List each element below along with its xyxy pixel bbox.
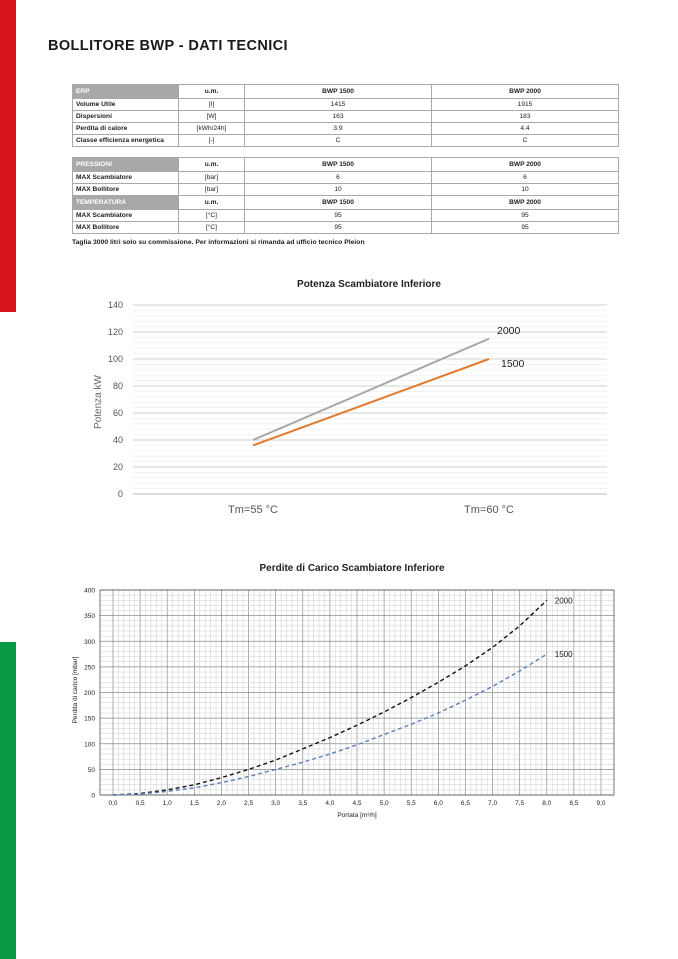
loss-series-label-2000: 2000 [554,596,573,606]
power-x-tick-label: Tm=55 °C [228,504,278,516]
temperature-header-bwp1500: BWP 1500 [245,196,432,210]
row-unit: [kWh/24h] [179,123,245,135]
power-chart-ylabel: Potenza kW [93,375,104,429]
row-bwp2000: 6 [432,172,619,184]
page-title: BOLLITORE BWP - DATI TECNICI [48,38,288,54]
row-bwp2000: 183 [432,111,619,123]
power-x-tick-label: Tm=60 °C [464,504,514,516]
power-y-tick-label: 100 [107,354,123,364]
power-chart-grid [133,305,607,494]
row-label: Volume Utile [73,99,179,111]
erp-header-label: ERP [73,85,179,99]
row-bwp1500: 10 [245,184,432,196]
row-unit: [°C] [179,222,245,234]
loss-y-tick-label: 100 [84,741,95,749]
loss-x-tick-label: 3,5 [298,800,308,807]
power-y-tick-label: 0 [117,489,123,499]
row-bwp1500: 95 [245,210,432,222]
loss-y-tick-label: 400 [84,587,95,595]
commission-note: Taglia 3000 litri solo su commissione. Per informazioni si rimanda ad ufficio tecnico Pleion [72,239,365,246]
loss-x-tick-label: 3,0 [271,800,281,807]
row-unit: [bar] [179,172,245,184]
row-unit: [bar] [179,184,245,196]
row-bwp2000: C [432,135,619,147]
loss-x-tick-label: 4,0 [325,800,335,807]
pressure-loss-chart [72,563,614,819]
loss-x-tick-label: 6,5 [460,800,470,807]
power-series-line-2000 [253,339,489,440]
loss-series-label-1500: 1500 [554,650,573,660]
power-chart-x-ticks [228,504,514,516]
loss-x-tick-label: 7,0 [488,800,498,807]
power-y-tick-label: 120 [107,327,123,337]
pressure-loss-chart-grid [100,590,614,795]
row-bwp2000: 1915 [432,99,619,111]
temperature-header-bwp2000: BWP 2000 [432,196,619,210]
loss-x-tick-label: 2,0 [216,800,226,807]
power-y-tick-label: 20 [112,462,123,472]
power-y-tick-label: 140 [107,300,123,310]
loss-x-tick-label: 7,5 [515,800,525,807]
pressure-header-bwp2000: BWP 2000 [432,158,619,172]
power-y-tick-label: 40 [112,435,123,445]
row-unit: [W] [179,111,245,123]
power-chart-y-ticks [108,300,123,499]
row-unit: [l] [179,99,245,111]
row-bwp1500: 163 [245,111,432,123]
loss-y-tick-label: 200 [84,690,95,697]
erp-header-unit: u.m. [179,85,245,99]
power-chart-title: Potenza Scambiatore Inferiore [297,279,441,290]
row-bwp2000: 95 [432,210,619,222]
loss-x-tick-label: 6,0 [433,800,443,807]
power-y-tick-label: 80 [112,381,123,391]
loss-x-tick-label: 2,5 [244,800,254,807]
loss-x-tick-label: 4,5 [352,800,362,807]
row-bwp2000: 95 [432,222,619,234]
loss-x-tick-label: 0,5 [135,800,145,807]
pressure-header-bwp1500: BWP 1500 [245,158,432,172]
loss-x-tick-label: 8,5 [569,800,579,807]
loss-x-tick-label: 1,0 [162,800,172,807]
loss-y-tick-label: 50 [87,766,95,774]
pressure-header-unit: u.m. [179,158,245,172]
row-label: MAX Scambiatore [73,172,179,184]
loss-y-tick-label: 350 [84,613,95,621]
row-bwp2000: 10 [432,184,619,196]
row-bwp1500: 1415 [245,99,432,111]
row-label: Perdita di calore [73,123,179,135]
temperature-header-unit: u.m. [179,196,245,210]
temperature-header-label: TEMPERATURA [73,196,179,210]
row-bwp2000: 4.4 [432,123,619,135]
row-label: MAX Bollitore [73,184,179,196]
loss-x-tick-label: 0,0 [108,800,118,807]
row-unit: [°C] [179,210,245,222]
loss-y-tick-label: 300 [84,638,95,646]
pressure-loss-chart-xlabel: Portata [m³/h] [337,812,377,819]
loss-y-tick-label: 150 [84,715,95,723]
pressure-header-label: PRESSIONI [73,158,179,172]
power-series-label-1500: 1500 [501,358,525,370]
pressure-loss-chart-x-ticks [108,800,605,807]
loss-y-tick-label: 0 [91,792,95,800]
row-unit: [-] [179,135,245,147]
row-bwp1500: C [245,135,432,147]
loss-x-tick-label: 5,0 [379,800,389,807]
erp-header-bwp2000: BWP 2000 [432,85,619,99]
row-bwp1500: 95 [245,222,432,234]
power-series-label-2000: 2000 [497,324,521,337]
loss-y-tick-label: 250 [84,664,95,672]
loss-x-tick-label: 5,5 [406,800,416,807]
row-bwp1500: 6 [245,172,432,184]
loss-x-tick-label: 8,0 [542,800,552,807]
pressure-loss-chart-ylabel: Perdita di carico [mbar] [72,656,79,724]
row-label: MAX Scambiatore [73,210,179,222]
loss-x-tick-label: 1,5 [189,800,199,807]
pressure-loss-chart-title: Perdite di Carico Scambiatore Inferiore [259,563,445,574]
row-label: Classe efficienza energetica [73,135,179,147]
row-bwp1500: 3.9 [245,123,432,135]
erp-header-bwp1500: BWP 1500 [245,85,432,99]
row-label: Dispersioni [73,111,179,123]
power-y-tick-label: 60 [112,408,123,418]
power-chart [93,279,607,516]
loss-x-tick-label: 9,0 [596,800,606,807]
row-label: MAX Bollitore [73,222,179,234]
pressure-loss-chart-y-ticks [84,588,95,800]
